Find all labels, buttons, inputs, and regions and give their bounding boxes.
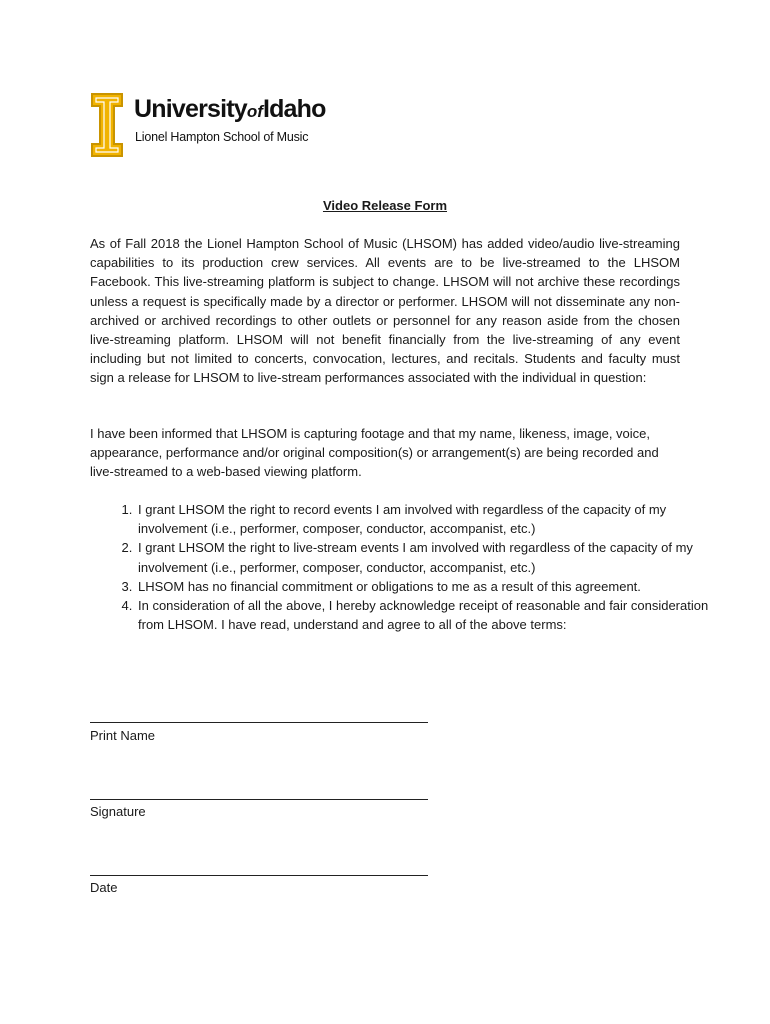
university-logo	[90, 92, 330, 160]
logo-university-text: University	[134, 95, 247, 123]
logo-idaho-text: Idaho	[262, 95, 326, 123]
signature-line[interactable]	[90, 799, 428, 800]
terms-list	[90, 500, 726, 634]
logo-subtitle: Lionel Hampton School of Music	[135, 130, 309, 144]
consent-paragraph: I have been informed that LHSOM is capturing footage and that my name, likeness, image, voice, appearance, performance and/or original composition(s) or arrangement(s) are being recorded and live-streamed to a web-based viewing platform.	[90, 426, 659, 480]
date-label: Date	[90, 880, 118, 895]
print-name-label: Print Name	[90, 728, 156, 743]
form-title: Video Release Form	[322, 198, 448, 213]
print-name-line[interactable]	[90, 722, 428, 723]
signature-label: Signature	[90, 804, 146, 819]
intro-paragraph: As of Fall 2018 the Lionel Hampton School of Music (LHSOM) has added video/audio live-streaming capabilities to its production crew services. All events are to be live-streamed to the LHSOM Facebook. This live-streaming platform is subject to change. LHSOM will not archive these recordings unless a request is specifically made by a director or performer. LHSOM will not disseminate any non-archived or archived recordings to other outlets or personnel for any reason aside from the chosen live-streaming platform. LHSOM will not benefit financially from the live-streaming of any event including but not limited to concerts, convocation, lectures, and recitals. Students and faculty must sign a release for LHSOM to live-stream performances associated with the individual in question:	[90, 236, 680, 386]
logo-wordmark	[134, 94, 326, 127]
idaho-i-logo-icon	[90, 92, 124, 158]
term-item: 3. LHSOM has no financial commitment or obligations to me as a result of this agreement.	[136, 577, 726, 596]
term-item: 1. I grant LHSOM the right to record events I am involved with regardless of the capacity of my involvement (i.e., performer, composer, conductor, accompanist, etc.)	[136, 500, 726, 538]
date-line[interactable]	[90, 875, 428, 876]
term-item: 2. I grant LHSOM the right to live-stream events I am involved with regardless of the capacity of my involvement (i.e., performer, composer, conductor, accompanist, etc.)	[136, 538, 726, 576]
term-item: 4. In consideration of all the above, I hereby acknowledge receipt of reasonable and fair consideration from LHSOM. I have read, understand and agree to all of the above terms:	[136, 596, 726, 634]
logo-of-text: of	[246, 102, 263, 121]
